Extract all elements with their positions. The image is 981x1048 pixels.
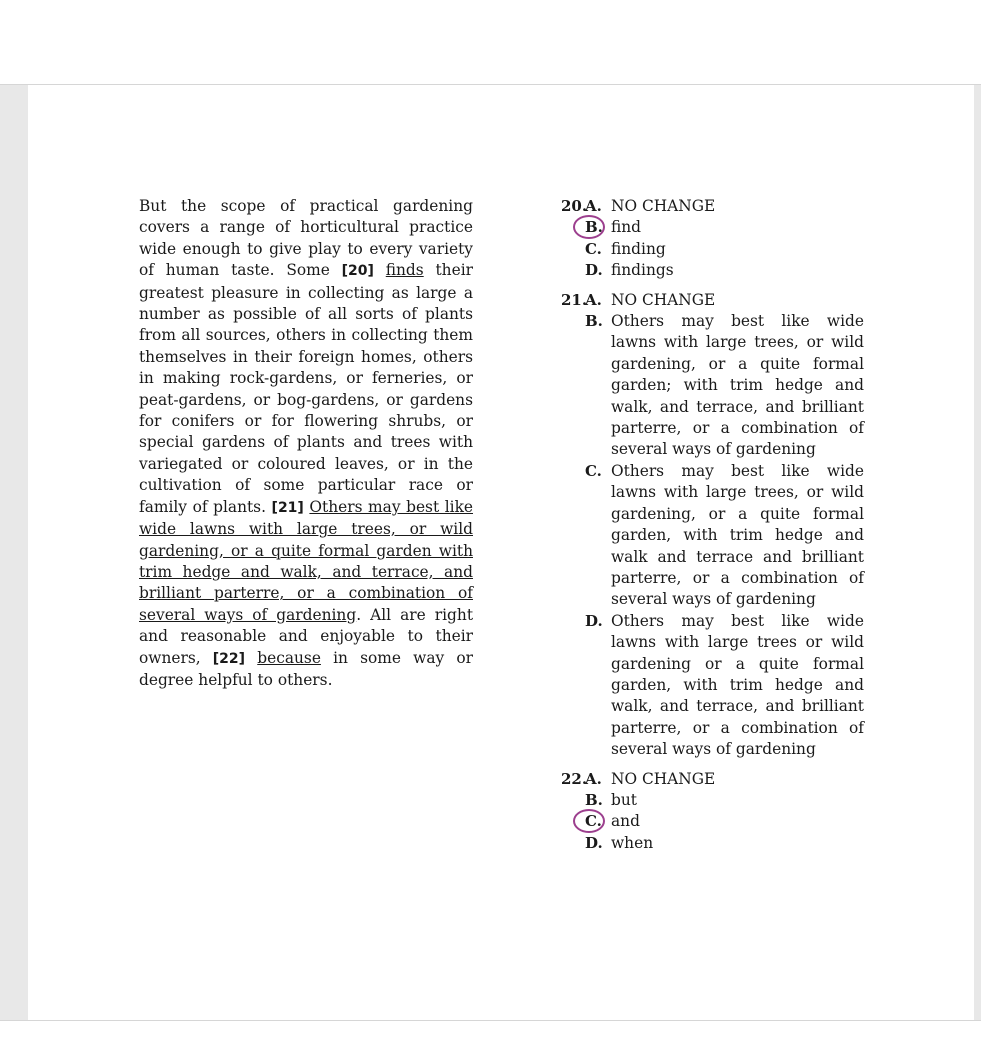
option-text: finding (611, 239, 666, 258)
option-text: NO CHANGE (611, 197, 716, 215)
option-letter: D. (585, 833, 603, 852)
option-letter: D. (585, 261, 603, 280)
answer-choices (561, 196, 864, 862)
option-22c[interactable] (561, 811, 864, 832)
question-number: 22. (561, 769, 588, 788)
option-20a[interactable] (561, 196, 864, 217)
option-21a[interactable] (561, 290, 864, 311)
option-22b[interactable] (561, 790, 864, 811)
option-text: find (611, 218, 642, 237)
option-text: and (611, 812, 640, 831)
viewer-bottom-bar (0, 1020, 981, 1048)
question-20-underlined: finds (385, 261, 424, 280)
question-20 (561, 196, 864, 282)
question-21-underlined: Others may best like wide lawns with large trees, or wild gardening, or a quite formal garden with trim hedge and walk, and terrace, and brilliant parterre, or a combination of several ways of gardening (139, 497, 473, 624)
viewer-top-bar (0, 0, 981, 85)
option-20d[interactable] (561, 260, 864, 281)
question-number: 21. (561, 290, 588, 309)
option-letter: A. (585, 769, 602, 788)
option-20c[interactable] (561, 239, 864, 260)
option-20b[interactable] (561, 217, 864, 238)
passage-part-3: . All are right and reasonable and enjoyable to their owners, (139, 605, 473, 667)
option-text: Others may best like wide lawns with large trees, or wild gardening, or a quite formal garden, with trim hedge and walk and terrace and brilliant parterre, or a combination of several ways of gardening (611, 461, 864, 609)
option-21d[interactable] (561, 611, 864, 761)
option-text: when (611, 833, 654, 852)
question-22 (561, 769, 864, 855)
option-21b[interactable] (561, 311, 864, 461)
option-letter: A. (585, 197, 602, 215)
option-letter: C. (585, 239, 602, 258)
option-22a[interactable] (561, 769, 864, 790)
question-22-underlined: because (257, 648, 321, 667)
option-letter: A. (585, 290, 602, 309)
option-text: findings (611, 261, 674, 280)
viewer-right-scrollbar[interactable] (974, 85, 981, 1020)
option-text: but (611, 790, 637, 809)
option-letter: C. (585, 461, 602, 480)
option-text: NO CHANGE (611, 769, 716, 788)
question-21-marker: [21] (271, 499, 304, 516)
question-20-marker: [20] (341, 263, 374, 280)
passage-part-1: But the scope of practical gardening covers a range of horticultural practice wide enough to give play to every variety of human taste. Some (139, 197, 473, 280)
option-21c[interactable] (561, 461, 864, 611)
question-22-marker: [22] (212, 650, 246, 667)
viewer-left-margin (0, 85, 28, 1020)
question-21 (561, 290, 864, 761)
option-letter: D. (585, 611, 603, 630)
option-text: Others may best like wide lawns with large trees, or wild gardening, or a quite formal garden; with trim hedge and walk, and terrace, and brilliant parterre, or a combination of several ways of gardening (611, 312, 864, 459)
option-letter: B. (585, 312, 603, 331)
option-22d[interactable] (561, 833, 864, 854)
document-page (28, 85, 974, 1020)
option-text: NO CHANGE (611, 290, 716, 309)
option-text: Others may best like wide lawns with large trees or wild gardening or a quite formal garden, with trim hedge and walk, and terrace, and brilliant parterre, or a combination of several ways of gardening (611, 611, 864, 759)
passage-part-2: their greatest pleasure in collecting as large a number as possible of all sorts of plants from all sources, others in collecting them themselves in their foreign homes, others in making rock-gardens, or ferneries, or peat-gardens, or bog-gardens, or gardens for conifers or for flowering shrubs, or special gardens of plants and trees with variegated or coloured leaves, or in the cultivation of some particular race or family of plants. (139, 261, 473, 516)
passage-part-4: in some way or degree helpful to others. (139, 648, 473, 689)
passage-text (139, 196, 473, 691)
option-letter: C. (585, 811, 606, 832)
question-number: 20. (561, 197, 588, 215)
option-letter: B. (585, 790, 603, 809)
option-letter: B. (585, 217, 606, 238)
